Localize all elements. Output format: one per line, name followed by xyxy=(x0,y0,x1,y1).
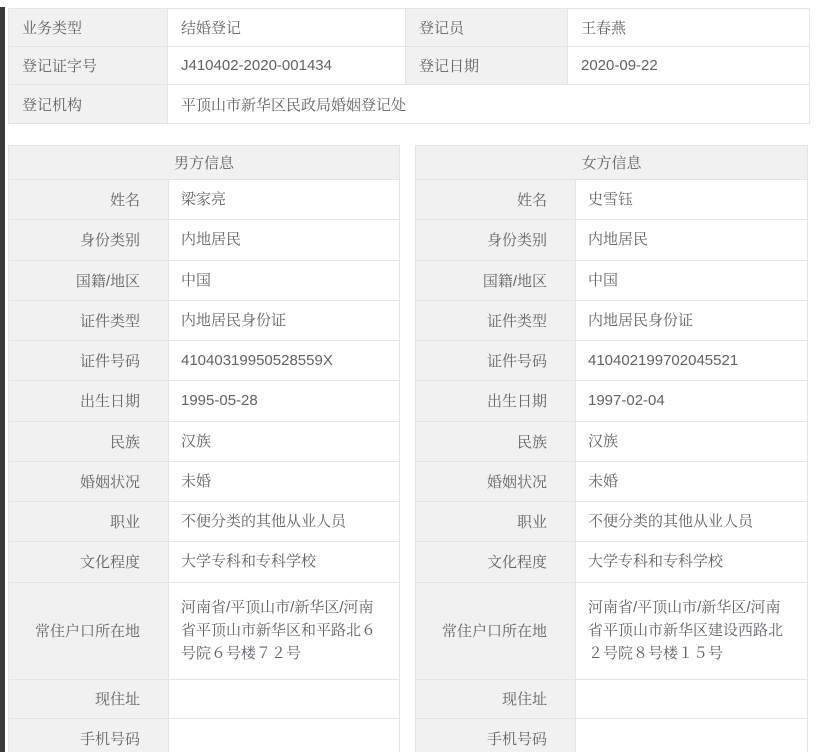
field-value xyxy=(576,680,807,719)
field-label: 婚姻状况 xyxy=(416,462,576,502)
field-value: 大学专科和专科学校 xyxy=(169,542,399,582)
field-label: 文化程度 xyxy=(416,542,576,582)
field-label-registrar: 登记员 xyxy=(406,9,568,47)
field-value: 不便分类的其他从业人员 xyxy=(169,502,399,542)
field-value: 410402199702045521 xyxy=(576,341,807,381)
field-label: 婚姻状况 xyxy=(9,462,169,502)
party-row xyxy=(416,462,807,502)
field-value: 未婚 xyxy=(576,462,807,502)
field-label-registration-date: 登记日期 xyxy=(406,47,568,85)
field-label-business-type: 业务类型 xyxy=(9,9,168,47)
party-row xyxy=(416,422,807,462)
field-label: 手机号码 xyxy=(9,719,169,752)
party-row xyxy=(9,422,399,462)
party-row xyxy=(9,180,399,220)
party-row xyxy=(9,542,399,582)
party-row xyxy=(416,301,807,341)
field-label: 身份类别 xyxy=(416,220,576,260)
field-value-business-type: 结婚登记 xyxy=(168,9,406,47)
registration-summary-table xyxy=(8,8,810,124)
field-value-registration-date: 2020-09-22 xyxy=(568,47,809,85)
party-row xyxy=(9,680,399,719)
field-label-certificate-number: 登记证字号 xyxy=(9,47,168,85)
field-label: 证件号码 xyxy=(416,341,576,381)
field-label: 国籍/地区 xyxy=(416,261,576,301)
field-label: 职业 xyxy=(416,502,576,542)
party-row xyxy=(9,341,399,381)
party-row xyxy=(416,261,807,301)
field-label: 证件类型 xyxy=(9,301,169,341)
field-value: 1995-05-28 xyxy=(169,381,399,421)
field-label: 文化程度 xyxy=(9,542,169,582)
field-value: 史雪钰 xyxy=(576,180,807,220)
party-title-female: 女方信息 xyxy=(416,146,807,180)
field-value: 未婚 xyxy=(169,462,399,502)
field-value: 41040319950528559X xyxy=(169,341,399,381)
field-value: 大学专科和专科学校 xyxy=(576,542,807,582)
field-label: 民族 xyxy=(416,422,576,462)
party-row xyxy=(416,583,807,680)
party-row xyxy=(9,719,399,752)
party-row xyxy=(9,381,399,421)
field-value: 梁家亮 xyxy=(169,180,399,220)
party-row xyxy=(416,719,807,752)
field-value: 汉族 xyxy=(576,422,807,462)
field-label: 职业 xyxy=(9,502,169,542)
field-label: 手机号码 xyxy=(416,719,576,752)
field-value: 内地居民身份证 xyxy=(576,301,807,341)
field-label: 出生日期 xyxy=(416,381,576,421)
field-value: 不便分类的其他从业人员 xyxy=(576,502,807,542)
field-value: 中国 xyxy=(169,261,399,301)
field-value: 内地居民 xyxy=(576,220,807,260)
party-row xyxy=(416,502,807,542)
party-row xyxy=(9,220,399,260)
field-value: 内地居民身份证 xyxy=(169,301,399,341)
party-row xyxy=(416,542,807,582)
field-value xyxy=(576,719,807,752)
field-value: 河南省/平顶山市/新华区/河南省平顶山市新华区建设西路北２号院８号楼１５号 xyxy=(576,583,807,680)
field-label: 证件号码 xyxy=(9,341,169,381)
field-value: 内地居民 xyxy=(169,220,399,260)
field-label-registration-agency: 登记机构 xyxy=(9,85,168,123)
field-label: 现住址 xyxy=(9,680,169,719)
window-left-edge xyxy=(0,7,5,752)
field-label: 常住户口所在地 xyxy=(9,583,169,680)
party-row xyxy=(9,583,399,680)
field-value: 河南省/平顶山市/新华区/河南省平顶山市新华区和平路北６号院６号楼７２号 xyxy=(169,583,399,680)
field-label: 民族 xyxy=(9,422,169,462)
party-row xyxy=(9,261,399,301)
party-row xyxy=(416,381,807,421)
party-table-female xyxy=(415,145,808,752)
field-label: 姓名 xyxy=(9,180,169,220)
field-label: 国籍/地区 xyxy=(9,261,169,301)
party-table-male xyxy=(8,145,400,752)
field-label: 身份类别 xyxy=(9,220,169,260)
party-row xyxy=(416,180,807,220)
party-title-male: 男方信息 xyxy=(9,146,399,180)
field-label: 现住址 xyxy=(416,680,576,719)
party-row xyxy=(9,301,399,341)
field-value: 中国 xyxy=(576,261,807,301)
field-value-certificate-number: J410402-2020-001434 xyxy=(168,47,406,85)
party-row xyxy=(9,462,399,502)
party-row xyxy=(416,220,807,260)
field-label: 证件类型 xyxy=(416,301,576,341)
field-value: 1997-02-04 xyxy=(576,381,807,421)
field-value xyxy=(169,719,399,752)
party-row xyxy=(9,502,399,542)
field-label: 姓名 xyxy=(416,180,576,220)
party-row xyxy=(416,680,807,719)
field-label: 出生日期 xyxy=(9,381,169,421)
field-value: 汉族 xyxy=(169,422,399,462)
field-label: 常住户口所在地 xyxy=(416,583,576,680)
party-row xyxy=(416,341,807,381)
field-value-registration-agency: 平顶山市新华区民政局婚姻登记处 xyxy=(168,85,809,123)
field-value-registrar: 王春燕 xyxy=(568,9,809,47)
field-value xyxy=(169,680,399,719)
